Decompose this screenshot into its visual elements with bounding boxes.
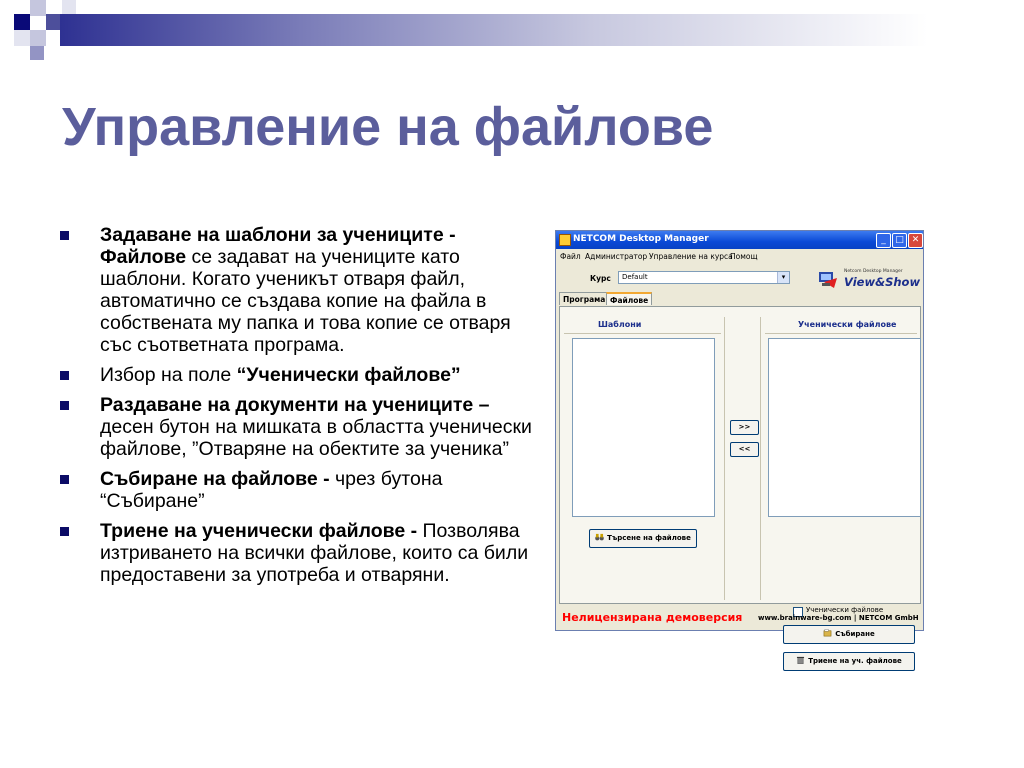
menu-admin[interactable]: Администратор xyxy=(585,252,648,261)
delete-student-files-label: Триене на уч. файлове xyxy=(808,657,902,665)
search-files-label: Търсене на файлове xyxy=(607,534,691,542)
send-forward-button[interactable]: >> xyxy=(730,420,759,435)
bullet-bold-text: Задаване на шаблони за учениците - Файлове xyxy=(100,224,456,268)
slide-title: Управление на файлове xyxy=(62,97,714,157)
decor-square-6 xyxy=(14,30,30,46)
logo-icon xyxy=(818,269,838,289)
menu-bar xyxy=(556,250,923,263)
bullet-marker-icon xyxy=(60,475,69,484)
collect-button[interactable] xyxy=(783,625,915,644)
status-bar xyxy=(559,608,921,626)
bullet-item xyxy=(60,520,535,586)
header-gradient-bar xyxy=(60,14,1024,46)
vendor-info: www.brainware-bg.com | NETCOM GmbH xyxy=(758,614,919,622)
delete-student-files-button[interactable] xyxy=(783,652,915,671)
templates-title: Шаблони xyxy=(598,320,642,329)
trash-icon xyxy=(796,656,805,664)
window-title: NETCOM Desktop Manager xyxy=(573,234,709,244)
collect-icon xyxy=(823,629,832,637)
window-titlebar xyxy=(556,231,923,249)
course-select[interactable] xyxy=(618,271,790,284)
bullet-item xyxy=(60,394,535,460)
templates-list[interactable] xyxy=(572,338,715,517)
bullet-text: чрез бутона “Събиране” xyxy=(100,468,443,512)
student-files-title: Ученически файлове xyxy=(798,320,897,329)
bullet-marker-icon xyxy=(60,527,69,536)
bullet-item xyxy=(60,468,535,512)
bullet-text: се задават на учениците като шаблони. Когато ученикът отваря файл, автоматично се създава копие на файла в собствената му папка и това копие се отваря със съответната програма. xyxy=(100,246,511,356)
divider xyxy=(765,333,917,334)
app-window xyxy=(555,230,924,665)
maximize-icon[interactable]: □ xyxy=(892,233,907,248)
bullet-bold-text: Събиране на файлове - xyxy=(100,468,330,490)
decor-square-1 xyxy=(14,14,30,30)
menu-course[interactable]: Управление на курса xyxy=(649,252,733,261)
demo-version-notice: Нелицензирана демоверсия xyxy=(562,611,743,624)
tab-files[interactable]: Файлове xyxy=(606,292,652,305)
divider xyxy=(724,317,725,600)
student-files-list[interactable] xyxy=(768,338,921,517)
bullet-text: Избор на поле xyxy=(100,364,237,386)
divider xyxy=(760,317,761,600)
tab-program[interactable]: Програма xyxy=(559,292,609,305)
course-select-value: Default xyxy=(622,273,648,281)
logo-caption: Netcom Desktop Manager xyxy=(844,269,903,274)
bullet-text: Позволява изтриването на всички файлове, които са били предоставени за употреба и отваряни. xyxy=(100,520,529,586)
student-files-checkbox-label: Ученически файлове xyxy=(806,606,884,614)
bullet-marker-icon xyxy=(60,401,69,410)
app-icon xyxy=(559,234,571,246)
bullet-marker-icon xyxy=(60,231,69,240)
minimize-icon[interactable]: _ xyxy=(876,233,891,248)
bullet-text: десен бутон на мишката в областта ученически файлове, ”Отваряне на обектите за ученика” xyxy=(100,416,532,460)
course-label: Курс xyxy=(590,274,611,283)
bullet-bold-text: “Ученически файлове” xyxy=(236,364,461,386)
chevron-down-icon[interactable]: ▾ xyxy=(777,272,789,283)
menu-help[interactable]: Помощ xyxy=(730,252,758,261)
collect-label: Събиране xyxy=(835,630,875,638)
binoculars-icon xyxy=(595,533,604,541)
bullet-list xyxy=(60,224,535,594)
search-files-button[interactable] xyxy=(589,529,697,548)
decor-square-4 xyxy=(30,30,46,46)
bullet-marker-icon xyxy=(60,371,69,380)
menu-file[interactable]: Файл xyxy=(560,252,581,261)
send-back-button[interactable]: << xyxy=(730,442,759,457)
decor-square-7 xyxy=(30,46,44,60)
bullet-item xyxy=(60,224,535,356)
decor-square-2 xyxy=(30,0,46,16)
logo-text: View&Show xyxy=(844,275,921,289)
decor-square-5 xyxy=(62,0,76,14)
divider xyxy=(564,333,721,334)
view-show-logo xyxy=(818,267,921,293)
close-icon[interactable]: ✕ xyxy=(908,233,923,248)
bullet-item xyxy=(60,364,535,386)
bullet-bold-text: Раздаване на документи на учениците – xyxy=(100,394,490,416)
bullet-bold-text: Триене на ученически файлове - xyxy=(100,520,418,542)
